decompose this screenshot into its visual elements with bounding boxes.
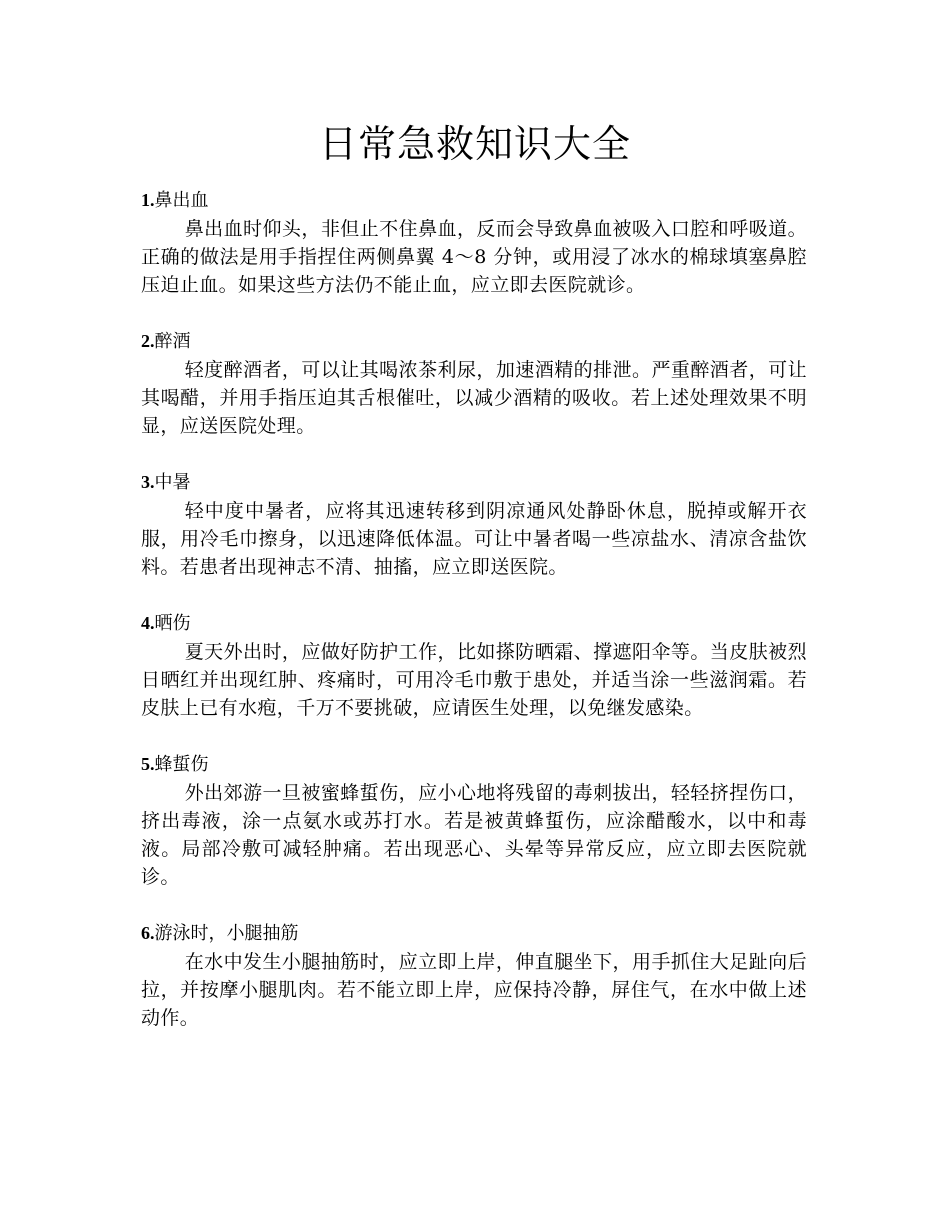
document-content [141,186,807,1060]
section-heading [141,186,807,215]
section-number: 2. [141,331,155,351]
section-body: 夏天外出时，应做好防护工作，比如搽防晒霜、撑遮阳伞等。当皮肤被烈日晒红并出现红肿、疼痛时，可用冷毛巾敷于患处，并适当涂一些滋润霜。若皮肤上已有水疱，千万不要挑破，应请医生处理，以免继发感染。 [141,641,807,719]
section-body: 鼻出血时仰头，非但止不住鼻血，反而会导致鼻血被吸入口腔和呼吸道。正确的做法是用手指捏住两侧鼻翼 4～8 分钟，或用浸了冰水的棉球填塞鼻腔压迫止血。如果这些方法仍不能止血，应立即去医院就诊。 [141,218,807,296]
section-title: 鼻出血 [154,190,209,211]
section-heading [141,327,807,356]
section-bee-sting [141,750,807,891]
section-number: 1. [141,190,155,210]
section-number: 6. [141,923,155,943]
section-title: 晒伤 [154,613,191,634]
section-number: 4. [141,613,155,633]
section-title: 醉酒 [154,331,191,352]
section-body: 外出郊游一旦被蜜蜂蜇伤，应小心地将残留的毒刺拔出，轻轻挤捏伤口，挤出毒液，涂一点氨水或苏打水。若是被黄蜂蜇伤，应涂醋酸水，以中和毒液。局部冷敷可减轻肿痛。若出现恶心、头晕等异常反应，应立即去医院就诊。 [141,782,807,888]
section-heading [141,609,807,638]
document-title: 日常急救知识大全 [318,122,631,166]
section-number: 3. [141,472,155,492]
section-body: 轻度醉酒者，可以让其喝浓茶利尿，加速酒精的排泄。严重醉酒者，可让其喝醋，并用手指压迫其舌根催吐，以减少酒精的吸收。若上述处理效果不明显，应送医院处理。 [141,359,807,437]
section-heading [141,919,807,948]
section-drunkenness [141,327,807,440]
section-heading [141,468,807,497]
section-leg-cramp [141,919,807,1032]
section-nosebleed [141,186,807,299]
section-title: 游泳时，小腿抽筋 [154,923,299,944]
section-heading [141,750,807,779]
section-heatstroke [141,468,807,581]
section-title: 蜂蜇伤 [154,754,209,775]
section-sunburn [141,609,807,722]
section-body: 在水中发生小腿抽筋时，应立即上岸，伸直腿坐下，用手抓住大足趾向后拉，并按摩小腿肌肉。若不能立即上岸，应保持冷静，屏住气，在水中做上述动作。 [141,951,807,1029]
section-body: 轻中度中暑者，应将其迅速转移到阴凉通风处静卧休息，脱掉或解开衣服，用冷毛巾擦身，以迅速降低体温。可让中暑者喝一些凉盐水、清凉含盐饮料。若患者出现神志不清、抽搐，应立即送医院。 [141,500,807,578]
section-title: 中暑 [154,472,191,493]
section-number: 5. [141,754,155,774]
